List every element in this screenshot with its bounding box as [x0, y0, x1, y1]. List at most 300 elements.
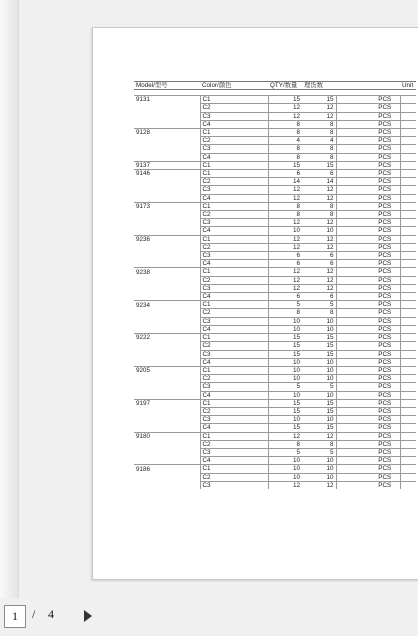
- blank-cell: [400, 161, 416, 169]
- tally-cell: 15: [302, 424, 336, 432]
- blank-cell: [336, 260, 370, 268]
- tally-cell: 15: [302, 407, 336, 415]
- model-cell: [134, 342, 200, 350]
- qty-cell: 5: [268, 448, 302, 456]
- model-cell: [134, 153, 200, 161]
- tally-cell: 12: [302, 235, 336, 243]
- table-row: [134, 301, 416, 309]
- blank-cell: [400, 301, 416, 309]
- blank-cell: [400, 252, 416, 260]
- color-cell: C2: [200, 276, 234, 284]
- tally-cell: 12: [302, 276, 336, 284]
- model-cell: [134, 309, 200, 317]
- blank-cell: [234, 137, 268, 145]
- table-row: [134, 424, 416, 432]
- blank-cell: [336, 243, 370, 251]
- unit-cell: PCS: [370, 350, 400, 358]
- color-cell: C3: [200, 219, 234, 227]
- tally-cell: 12: [302, 284, 336, 292]
- blank-cell: [234, 383, 268, 391]
- blank-cell: [234, 104, 268, 112]
- blank-cell: [234, 243, 268, 251]
- blank-cell: [336, 309, 370, 317]
- unit-cell: PCS: [370, 448, 400, 456]
- table-row: [134, 407, 416, 415]
- tally-cell: 10: [302, 416, 336, 424]
- model-cell: 9197: [134, 399, 200, 407]
- model-cell: [134, 407, 200, 415]
- color-cell: C2: [200, 473, 234, 481]
- blank-cell: [400, 170, 416, 178]
- blank-cell: [400, 120, 416, 128]
- blank-cell: [400, 112, 416, 120]
- unit-cell: PCS: [370, 465, 400, 473]
- tally-cell: 15: [302, 161, 336, 169]
- unit-cell: PCS: [370, 276, 400, 284]
- unit-cell: PCS: [370, 219, 400, 227]
- blank-cell: [336, 416, 370, 424]
- qty-cell: 12: [268, 186, 302, 194]
- model-cell: [134, 440, 200, 448]
- blank-cell: [234, 457, 268, 465]
- blank-cell: [400, 375, 416, 383]
- qty-cell: 5: [268, 301, 302, 309]
- tally-cell: 15: [302, 342, 336, 350]
- left-panel-edge: [0, 0, 19, 598]
- blank-cell: [336, 399, 370, 407]
- unit-cell: PCS: [370, 186, 400, 194]
- color-cell: C2: [200, 178, 234, 186]
- table-row: [134, 227, 416, 235]
- blank-cell: [400, 432, 416, 440]
- model-cell: [134, 252, 200, 260]
- table-row: [134, 448, 416, 456]
- tally-cell: 15: [302, 96, 336, 104]
- color-cell: C1: [200, 301, 234, 309]
- blank-cell: [336, 104, 370, 112]
- blank-cell: [336, 96, 370, 104]
- qty-cell: 10: [268, 457, 302, 465]
- page-navigation-bar: [0, 600, 418, 636]
- blank-cell: [336, 153, 370, 161]
- blank-cell: [336, 235, 370, 243]
- header-tally: 理货数: [302, 82, 370, 90]
- blank-cell: [234, 448, 268, 456]
- tally-cell: 12: [302, 186, 336, 194]
- blank-cell: [234, 202, 268, 210]
- blank-cell: [400, 219, 416, 227]
- color-cell: C1: [200, 399, 234, 407]
- blank-cell: [234, 194, 268, 202]
- model-cell: [134, 227, 200, 235]
- table-row: [134, 440, 416, 448]
- tally-cell: 10: [302, 227, 336, 235]
- blank-cell: [400, 293, 416, 301]
- tally-cell: 12: [302, 243, 336, 251]
- qty-cell: 10: [268, 391, 302, 399]
- model-cell: [134, 211, 200, 219]
- unit-cell: PCS: [370, 293, 400, 301]
- blank-cell: [336, 219, 370, 227]
- qty-cell: 15: [268, 342, 302, 350]
- model-cell: 9131: [134, 96, 200, 104]
- qty-cell: 15: [268, 96, 302, 104]
- blank-cell: [400, 211, 416, 219]
- blank-cell: [336, 342, 370, 350]
- color-cell: C1: [200, 202, 234, 210]
- qty-cell: 10: [268, 317, 302, 325]
- unit-cell: PCS: [370, 473, 400, 481]
- blank-cell: [336, 120, 370, 128]
- unit-cell: PCS: [370, 383, 400, 391]
- tally-cell: 8: [302, 120, 336, 128]
- table-row: [134, 465, 416, 473]
- color-cell: C3: [200, 350, 234, 358]
- blank-cell: [234, 161, 268, 169]
- table-row: [134, 252, 416, 260]
- blank-cell: [400, 457, 416, 465]
- tally-cell: 10: [302, 473, 336, 481]
- qty-cell: 10: [268, 366, 302, 374]
- tally-cell: 4: [302, 137, 336, 145]
- model-cell: [134, 178, 200, 186]
- blank-cell: [336, 112, 370, 120]
- blank-cell: [336, 317, 370, 325]
- unit-cell: PCS: [370, 268, 400, 276]
- color-cell: C1: [200, 161, 234, 169]
- blank-cell: [400, 284, 416, 292]
- table-row: [134, 383, 416, 391]
- header-unit: Unit: [400, 82, 416, 90]
- blank-cell: [234, 366, 268, 374]
- blank-cell: [336, 129, 370, 137]
- blank-cell: [336, 325, 370, 333]
- blank-cell: [336, 178, 370, 186]
- blank-cell: [234, 399, 268, 407]
- blank-cell: [234, 186, 268, 194]
- blank-cell: [234, 350, 268, 358]
- model-cell: [134, 391, 200, 399]
- qty-cell: 10: [268, 375, 302, 383]
- table-row: [134, 391, 416, 399]
- blank-cell: [336, 145, 370, 153]
- tally-cell: 10: [302, 358, 336, 366]
- blank-cell: [400, 440, 416, 448]
- table-row: [134, 366, 416, 374]
- blank-cell: [336, 383, 370, 391]
- blank-cell: [400, 391, 416, 399]
- blank-cell: [234, 375, 268, 383]
- blank-cell: [400, 194, 416, 202]
- tally-cell: 8: [302, 145, 336, 153]
- color-cell: C3: [200, 145, 234, 153]
- unit-cell: PCS: [370, 104, 400, 112]
- blank-cell: [336, 202, 370, 210]
- unit-cell: PCS: [370, 334, 400, 342]
- blank-cell: [234, 424, 268, 432]
- unit-cell: PCS: [370, 227, 400, 235]
- model-cell: 9137: [134, 161, 200, 169]
- table-row: [134, 120, 416, 128]
- model-cell: [134, 120, 200, 128]
- unit-cell: PCS: [370, 375, 400, 383]
- model-cell: [134, 383, 200, 391]
- qty-cell: 12: [268, 194, 302, 202]
- blank-cell: [400, 424, 416, 432]
- blank-cell: [400, 137, 416, 145]
- blank-cell: [336, 293, 370, 301]
- blank-cell: [400, 407, 416, 415]
- blank-cell: [400, 473, 416, 481]
- blank-cell: [400, 276, 416, 284]
- model-cell: [134, 481, 200, 489]
- table-row: [134, 416, 416, 424]
- color-cell: C2: [200, 104, 234, 112]
- blank-cell: [336, 432, 370, 440]
- unit-cell: PCS: [370, 317, 400, 325]
- tally-cell: 10: [302, 366, 336, 374]
- table-row: [134, 137, 416, 145]
- blank-cell: [336, 276, 370, 284]
- model-cell: [134, 416, 200, 424]
- unit-cell: PCS: [370, 96, 400, 104]
- blank-cell: [234, 317, 268, 325]
- blank-cell: [234, 358, 268, 366]
- blank-cell: [400, 334, 416, 342]
- qty-cell: 10: [268, 473, 302, 481]
- table-row: [134, 260, 416, 268]
- table-row: [134, 161, 416, 169]
- blank-cell: [336, 284, 370, 292]
- model-cell: [134, 112, 200, 120]
- tally-cell: 5: [302, 383, 336, 391]
- blank-cell: [400, 268, 416, 276]
- blank-cell: [400, 129, 416, 137]
- model-cell: [134, 137, 200, 145]
- model-cell: 9222: [134, 334, 200, 342]
- table-row: [134, 112, 416, 120]
- tally-cell: 10: [302, 391, 336, 399]
- qty-cell: 8: [268, 211, 302, 219]
- color-cell: C4: [200, 227, 234, 235]
- qty-cell: 15: [268, 334, 302, 342]
- blank-cell: [234, 284, 268, 292]
- qty-cell: 10: [268, 227, 302, 235]
- model-cell: 9173: [134, 202, 200, 210]
- unit-cell: PCS: [370, 194, 400, 202]
- model-cell: [134, 448, 200, 456]
- blank-cell: [336, 227, 370, 235]
- color-cell: C3: [200, 416, 234, 424]
- color-cell: C4: [200, 457, 234, 465]
- blank-cell: [400, 416, 416, 424]
- unit-cell: PCS: [370, 301, 400, 309]
- unit-cell: PCS: [370, 309, 400, 317]
- qty-cell: 15: [268, 424, 302, 432]
- color-cell: C1: [200, 366, 234, 374]
- table-row: [134, 432, 416, 440]
- blank-cell: [400, 383, 416, 391]
- color-cell: C4: [200, 358, 234, 366]
- table-row: [134, 153, 416, 161]
- color-cell: C2: [200, 211, 234, 219]
- blank-cell: [400, 178, 416, 186]
- tally-cell: 8: [302, 440, 336, 448]
- model-cell: 9234: [134, 301, 200, 309]
- blank-cell: [336, 194, 370, 202]
- blank-cell: [234, 211, 268, 219]
- color-cell: C1: [200, 129, 234, 137]
- unit-cell: PCS: [370, 432, 400, 440]
- qty-cell: 12: [268, 276, 302, 284]
- tally-cell: 10: [302, 375, 336, 383]
- qty-cell: 8: [268, 120, 302, 128]
- blank-cell: [234, 440, 268, 448]
- blank-cell: [234, 96, 268, 104]
- blank-cell: [400, 96, 416, 104]
- blank-cell: [234, 407, 268, 415]
- tally-cell: 15: [302, 334, 336, 342]
- color-cell: C2: [200, 309, 234, 317]
- tally-cell: 5: [302, 448, 336, 456]
- blank-cell: [400, 309, 416, 317]
- table-row: [134, 145, 416, 153]
- unit-cell: PCS: [370, 120, 400, 128]
- model-cell: [134, 317, 200, 325]
- model-cell: 9186: [134, 465, 200, 473]
- model-cell: 9146: [134, 170, 200, 178]
- color-cell: C3: [200, 317, 234, 325]
- qty-cell: 8: [268, 129, 302, 137]
- blank-cell: [234, 391, 268, 399]
- qty-cell: 5: [268, 383, 302, 391]
- unit-cell: PCS: [370, 366, 400, 374]
- color-cell: C3: [200, 252, 234, 260]
- blank-cell: [400, 317, 416, 325]
- blank-cell: [336, 211, 370, 219]
- blank-cell: [400, 399, 416, 407]
- blank-cell: [234, 227, 268, 235]
- model-cell: [134, 473, 200, 481]
- blank-cell: [336, 375, 370, 383]
- tally-cell: 8: [302, 153, 336, 161]
- qty-cell: 12: [268, 219, 302, 227]
- header-qty: QTY/数量: [268, 82, 302, 90]
- tally-cell: 10: [302, 317, 336, 325]
- unit-cell: PCS: [370, 161, 400, 169]
- blank-cell: [336, 448, 370, 456]
- tally-cell: 12: [302, 219, 336, 227]
- blank-cell: [400, 153, 416, 161]
- model-cell: [134, 219, 200, 227]
- color-cell: C4: [200, 325, 234, 333]
- model-cell: [134, 145, 200, 153]
- color-cell: C2: [200, 137, 234, 145]
- model-cell: [134, 186, 200, 194]
- blank-cell: [400, 465, 416, 473]
- table-row: [134, 375, 416, 383]
- model-cell: [134, 104, 200, 112]
- qty-cell: 12: [268, 268, 302, 276]
- table-row: [134, 342, 416, 350]
- table-row: [134, 284, 416, 292]
- unit-cell: PCS: [370, 202, 400, 210]
- blank-cell: [336, 161, 370, 169]
- blank-cell: [234, 342, 268, 350]
- unit-cell: PCS: [370, 178, 400, 186]
- color-cell: C1: [200, 170, 234, 178]
- color-cell: C1: [200, 96, 234, 104]
- blank-cell: [234, 145, 268, 153]
- next-page-icon[interactable]: [84, 610, 92, 622]
- unit-cell: PCS: [370, 252, 400, 260]
- qty-cell: 8: [268, 153, 302, 161]
- color-cell: C1: [200, 432, 234, 440]
- tally-cell: 8: [302, 202, 336, 210]
- tally-cell: 8: [302, 129, 336, 137]
- header-color: Color/颜色: [200, 82, 268, 90]
- blank-cell: [400, 243, 416, 251]
- qty-cell: 15: [268, 161, 302, 169]
- table-row: [134, 96, 416, 104]
- unit-cell: PCS: [370, 211, 400, 219]
- qty-cell: 14: [268, 178, 302, 186]
- qty-cell: 12: [268, 284, 302, 292]
- table-row: [134, 325, 416, 333]
- blank-cell: [234, 129, 268, 137]
- tally-cell: 5: [302, 301, 336, 309]
- blank-cell: [336, 358, 370, 366]
- qty-cell: 10: [268, 465, 302, 473]
- model-cell: [134, 424, 200, 432]
- color-cell: C3: [200, 383, 234, 391]
- unit-cell: PCS: [370, 358, 400, 366]
- blank-cell: [336, 186, 370, 194]
- table-row: [134, 211, 416, 219]
- unit-cell: PCS: [370, 342, 400, 350]
- unit-cell: PCS: [370, 260, 400, 268]
- qty-cell: 10: [268, 358, 302, 366]
- blank-cell: [336, 170, 370, 178]
- blank-cell: [336, 137, 370, 145]
- blank-cell: [400, 342, 416, 350]
- blank-cell: [234, 219, 268, 227]
- table-row: [134, 358, 416, 366]
- current-page-input[interactable]: 1: [4, 605, 26, 628]
- color-cell: C3: [200, 112, 234, 120]
- model-cell: 9180: [134, 432, 200, 440]
- packing-list-table: [134, 81, 416, 489]
- qty-cell: 12: [268, 235, 302, 243]
- blank-cell: [234, 112, 268, 120]
- unit-cell: PCS: [370, 416, 400, 424]
- blank-cell: [234, 473, 268, 481]
- blank-cell: [336, 481, 370, 489]
- table-row: [134, 186, 416, 194]
- table-row: [134, 473, 416, 481]
- table-row: [134, 235, 416, 243]
- tally-cell: 15: [302, 399, 336, 407]
- unit-cell: PCS: [370, 284, 400, 292]
- table-row: [134, 268, 416, 276]
- model-cell: [134, 194, 200, 202]
- qty-cell: 12: [268, 104, 302, 112]
- color-cell: C4: [200, 424, 234, 432]
- unit-cell: PCS: [370, 391, 400, 399]
- table-row: [134, 399, 416, 407]
- unit-cell: PCS: [370, 424, 400, 432]
- qty-cell: 10: [268, 325, 302, 333]
